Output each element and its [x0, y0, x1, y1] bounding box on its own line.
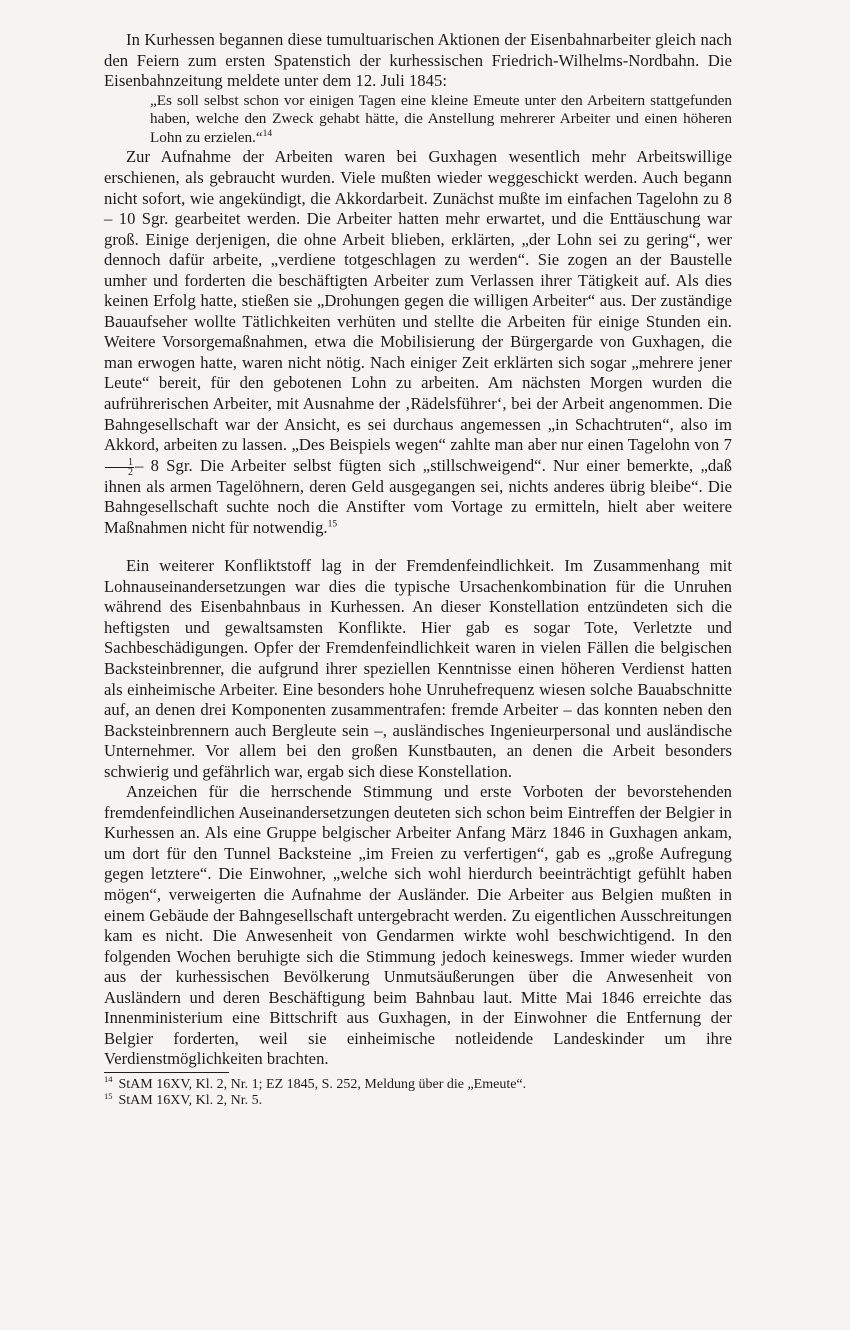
footnote-15: [104, 1090, 732, 1110]
footnote-text: StAM 16XV, Kl. 2, Nr. 5.: [118, 1093, 263, 1109]
paragraph-fremdenfeindlichkeit: [104, 556, 732, 782]
footnote-ref-14: 14: [262, 128, 273, 139]
paragraph-intro: [104, 30, 732, 92]
fraction-half: [105, 458, 134, 477]
paragraph-belgier: [104, 782, 732, 1070]
paragraph-fremdenfeindlichkeit-text: Ein weiterer Konfliktstoff lag in der Fremdenfeindlichkeit. Im Zusammenhang mit Lohnauseinandersetzungen war dies die typische Ursachenkombination für die Unruhen während des Eisenbahnbaus in Kurhessen. An dieser Konstellation entzündeten sich die heftigsten und gewaltsamsten Konflikte. Hier gab es sogar Tote, Verletzte und Sachbeschädigungen. Opfer der Fremdenfeindlichkeit waren in vielen Fällen die belgischen Backsteinbrenner, die aufgrund ihrer speziellen Kenntnisse einen höheren Verdienst hatten als einheimische Arbeiter. Eine besonders hohe Unruhefrequenz wiesen solche Bauabschnitte auf, an denen drei Komponenten zusammentrafen: fremde Arbeiter – das konnten neben den Backsteinbrennern auch Bergleute sein –, ausländisches Ingenieurpersonal und ausländische Unternehmer. Vor allem bei den großen Kunstbauten, an denen die Arbeit besonders schwierig und gefährlich war, ergab sich diese Konstellation.: [104, 556, 732, 781]
footnote-14: [104, 1074, 732, 1094]
footnote-ref-15: 15: [327, 519, 338, 530]
paragraph-guxhagen-text-a: Zur Aufnahme der Arbeiten waren bei Guxhagen wesentlich mehr Arbeitswillige erschienen, als gebraucht wurden. Viele mußten wieder weggeschickt werden. Auch begann nicht sofort, wie angekündigt, die Akkordarbeit. Zunächst mußte im einfachen Tagelohn zu 8 – 10 Sgr. gearbeitet werden. Die Arbeiter hatten mehr erwartet, und die Enttäuschung war groß. Einige derjenigen, die ohne Arbeit blieben, erklärten, „der Lohn sei zu gering“, wer dennoch dafür arbeite, „verdiene totgeschlagen zu werden“. Sie zogen an der Baustelle umher und forderten die beschäftigten Arbeiter zum Verlassen ihrer Tätigkeit auf. Als dies keinen Erfolg hatte, stießen sie „Drohungen gegen die willigen Arbeiter“ aus. Der zuständige Bauaufseher wollte Tätlichkeiten verhüten und stellte die Arbeiten für einige Stunden ein. Weitere Vorsorgemaßnahmen, etwa die Mobilisierung der Bürgergarde von Guxhagen, die man erwogen hatte, waren nicht nötig. Nach einiger Zeit erklärten sich sogar „mehrere jener Leute“ bereit, für den gebotenen Lohn zu arbeiten. Am nächsten Morgen wurden die aufrührerischen Arbeiter, mit Ausnahme der ‚Rädelsführer‘, bei der Arbeit angenommen. Die Bahngesellschaft war der Ansicht, es sei durchaus angemessen „in Schachtruten“, also im Akkord, arbeiten zu lassen. „Des Beispiels wegen“ zahlte man aber nur einen Tagelohn von 7: [104, 147, 732, 455]
footnote-number: 15: [104, 1090, 113, 1101]
fraction-numerator: 1: [105, 458, 134, 468]
block-quote-text: „Es soll selbst schon vor einigen Tagen eine kleine Emeute unter den Arbeitern stattgefunden haben, welche den Zweck gehabt hätte, die Anstellung mehrerer Arbeiter und einen höheren Lohn zu erzielen.“: [150, 91, 732, 146]
fraction-denominator: 2: [128, 466, 134, 478]
paragraph-guxhagen-text-b: – 8 Sgr. Die Arbeiter selbst fügten sich „stillschweigend“. Nur einer bemerkte, „daß ihnen als armen Tagelöhnern, deren Geld ausgegangen sei, nichts anderes übrig bleibe“. Die Bahngesellschaft suchte noch die Anstifter vom Vortage zu ermitteln, hielt aber weitere Maßnahmen nicht für notwendig.: [104, 455, 732, 537]
footnote-text: StAM 16XV, Kl. 2, Nr. 1; EZ 1845, S. 252, Meldung über die „Emeute“.: [118, 1076, 527, 1092]
paragraph-intro-text: In Kurhessen begannen diese tumultuarischen Aktionen der Eisenbahnarbeiter gleich nach den Feiern zum ersten Spatenstich der kurhessischen Friedrich-Wilhelms-Nordbahn. Die Eisenbahnzeitung meldete unter dem 12. Juli 1845:: [104, 30, 732, 91]
footnote-number: 14: [104, 1074, 113, 1085]
paragraph-belgier-text: Anzeichen für die herrschende Stimmung und erste Vorboten der bevorstehenden fremdenfeindlichen Auseinandersetzungen deuteten sich schon beim Eintreffen der Belgier in Kurhessen an. Als eine Gruppe belgischer Arbeiter Anfang März 1846 in Guxhagen ankam, um dort für den Tunnel Backsteine „im Freien zu verfertigen“, gab es „große Aufregung gegen letztere“. Die Einwohner, „welche sich wohl hierdurch beeinträchtigt gefühlt haben mögen“, verweigerten die Aufnahme der Ausländer. Die Arbeiter aus Belgien mußten in einem Gebäude der Bahngesellschaft untergebracht werden. Zu eigentlichen Ausschreitungen kam es nicht. Die Anwesenheit von Gendarmen wirkte wohl beschwichtigend. In den folgenden Wochen beruhigte sich die Stimmung jedoch keineswegs. Immer wieder wurden aus der kurhessischen Bevölkerung Unmutsäußerungen über die Anwesenheit von Ausländern und deren Beschäftigung beim Bahnbau laut. Mitte Mai 1846 erreichte das Innenministerium eine Bittschrift aus Guxhagen, in der Einwohner die Entfernung der Belgier forderten, weil sie einheimische notleidende Landeskinder um ihre Verdienstmöglichkeiten brachten.: [104, 782, 732, 1069]
paragraph-guxhagen: [104, 147, 732, 538]
block-quote: [150, 92, 732, 148]
footnote-divider: [104, 1072, 229, 1073]
